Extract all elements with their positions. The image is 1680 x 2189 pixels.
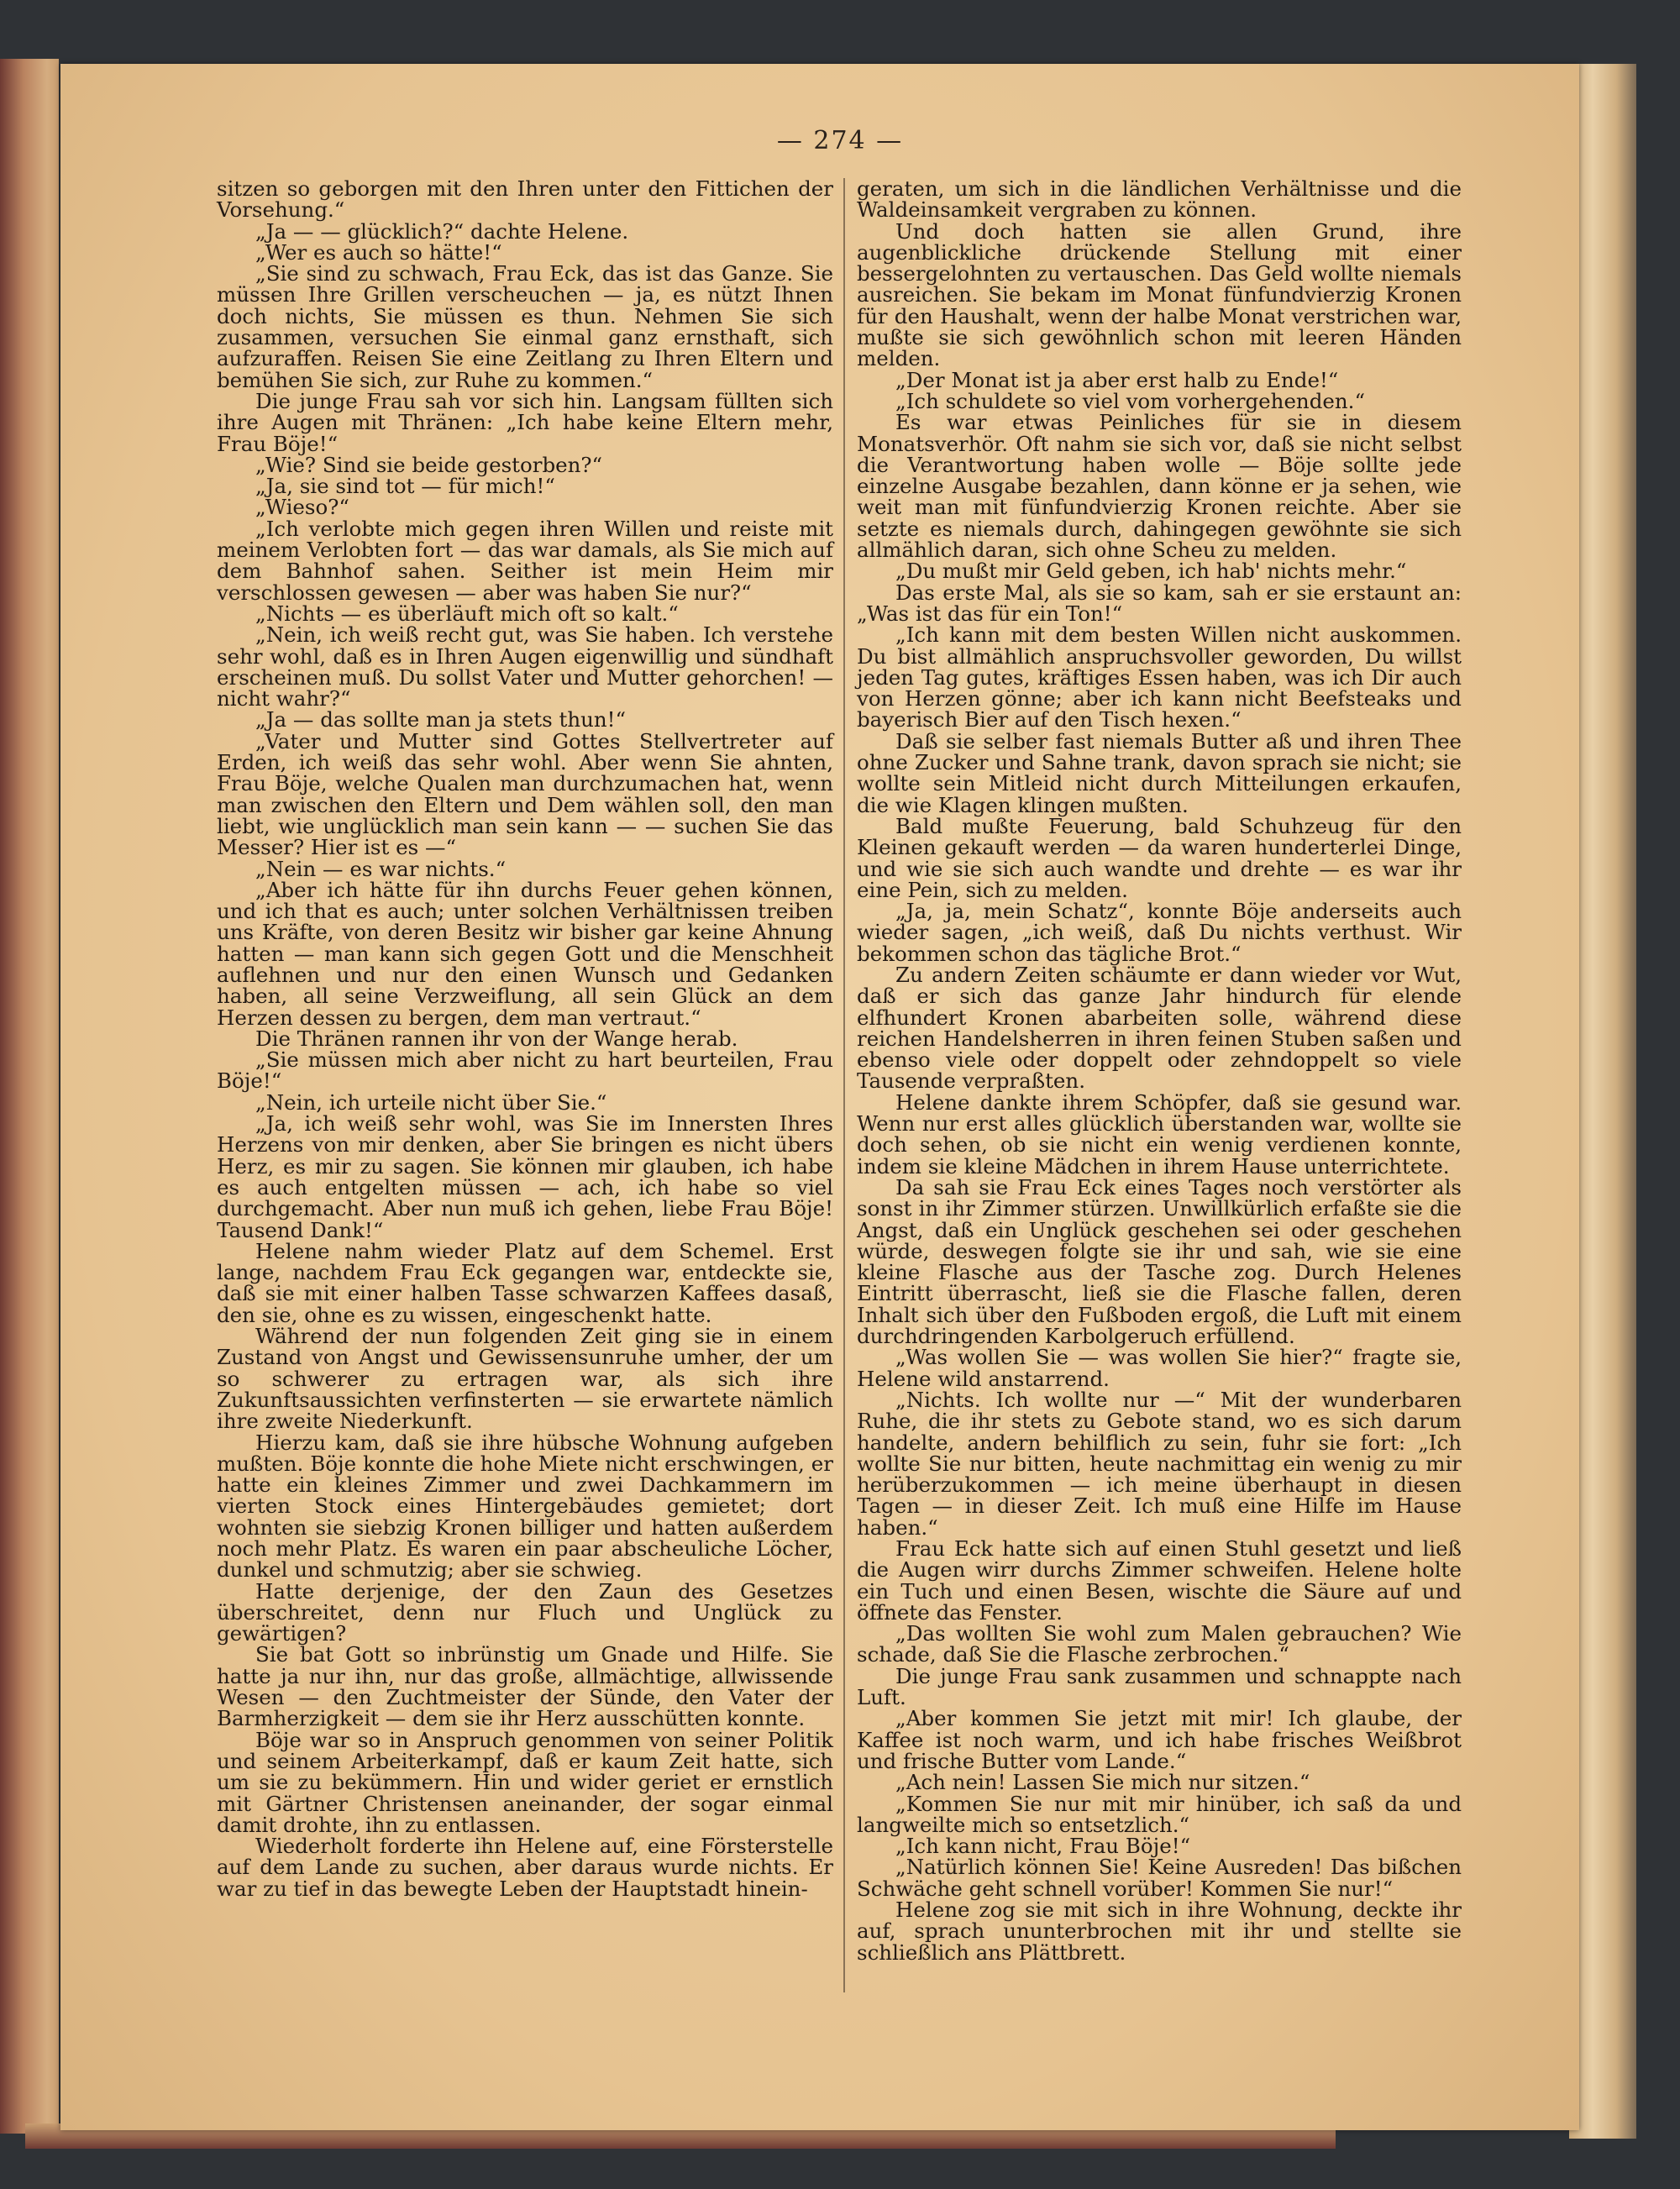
paragraph: „Wieso?“ <box>255 495 349 520</box>
paragraph: Helene zog sie mit sich in ihre Wohnung, deckte ihr auf, sprach ununterbrochen mit ihr und stellte sie schließlich ans Plättbrett. <box>857 1898 1462 1965</box>
paragraph: Helene dankte ihrem Schöpfer, daß sie gesund war. Wenn nur erst alles glücklich überstanden war, wollte sie doch sehen, ob sie nicht ein wenig verdienen konnte, indem sie kleine Mädchen in ihrem Hause unterrichtete. <box>857 1089 1462 1178</box>
column-divider <box>843 178 845 1992</box>
paragraph: „Nichts. Ich wollte nur —“ Mit der wunderbaren Ruhe, die ihr stets zu Gebote stand, wo es sich darum handelte, andern behilflich zu sein, fuhr sie fort: „Ich wollte Sie nur bitten, heute nachmittag ein wenig zu mir herüberzukommen — ich meine überhaupt in diesen Tagen — in dieser Zeit. Ich muß eine Hilfe im Hause haben.“ <box>857 1387 1462 1540</box>
paragraph: Hierzu kam, daß sie ihre hübsche Wohnung aufgeben mußten. Böje konnte die hohe Miete nicht erschwingen, er hatte ein kleines Zimmer und zwei Dachkammern im vierten Stock eines Hintergebäudes gemietet; dort wohnten sie siebzig Kronen billiger und hatten außerdem noch mehr Platz. Es waren ein paar abscheuliche Löcher, dunkel und schmutzig; aber sie schwieg. <box>217 1430 833 1583</box>
paragraph: „Ach nein! Lassen Sie mich nur sitzen.“ <box>895 1770 1310 1795</box>
paragraph: Hatte derjenige, der den Zaun des Gesetzes überschreitet, denn nur Fluch und Unglück zu gewärtigen? <box>217 1578 833 1646</box>
paragraph: „Das wollten Sie wohl zum Malen gebrauchen? Wie schade, daß Sie die Flasche zerbrochen.“ <box>857 1621 1462 1667</box>
paragraph: Sie bat Gott so inbrünstig um Gnade und Hilfe. Sie hatte ja nur ihn, nur das große, allmächtige, allwissende Wesen — den Zuchtmeister der Sünde, den Vater der Barmherzigkeit — dem sie ihr Herz ausschütten konnte. <box>217 1642 833 1731</box>
paragraph: Daß sie selber fast niemals Butter aß und ihren Thee ohne Zucker und Sahne trank, davon sprach sie nicht; sie wollte sein Mitleid nicht durch Mitteilungen erkaufen, die wie Klagen klingen mußten. <box>857 728 1462 817</box>
paragraph: „Ich schuldete so viel vom vorhergehenden.“ <box>895 388 1365 413</box>
paragraph: „Ja, sie sind tot — für mich!“ <box>255 474 555 499</box>
paragraph: Und doch hatten sie allen Grund, ihre augenblickliche drückende Stellung mit einer bessergelohnten zu vertauschen. Das Geld wollte niemals ausreichen. Sie bekam im Monat fünfundvierzig Kronen für den Haushalt, wenn der halbe Monat verstrichen war, mußte sie sich gewöhnlich schon mit leeren Händen melden. <box>857 218 1462 371</box>
paragraph: „Nein, ich urteile nicht über Sie.“ <box>255 1089 607 1115</box>
paragraph: „Ja — das sollte man ja stets thun!“ <box>255 707 627 732</box>
paragraph: „Was wollen Sie — was wollen Sie hier?“ fragte sie, Helene wild anstarrend. <box>857 1345 1462 1391</box>
paragraph: „Vater und Mutter sind Gottes Stellvertreter auf Erden, ich weiß das sehr wohl. Aber wenn Sie ahnten, Frau Böje, welche Qualen man durchzumachen hat, wenn man zwischen den Eltern und Dem wählen soll, den man liebt, wie unglücklich man sein kann — — suchen Sie das Messer? Hier ist es —“ <box>217 728 833 860</box>
paragraph: „Nein, ich weiß recht gut, was Sie haben. Ich verstehe sehr wohl, daß es in Ihren Augen eigenwillig und sündhaft erscheinen muß. Du sollst Vater und Mutter gehorchen! — nicht wahr?“ <box>217 622 833 711</box>
paragraph: „Natürlich können Sie! Keine Ausreden! Das bißchen Schwäche geht schnell vorüber! Kommen Sie nur!“ <box>857 1855 1462 1901</box>
paragraph: „Ja, ja, mein Schatz“, konnte Böje anderseits auch wieder sagen, „ich weiß, daß Du nichts verthust. Wir bekommen schon das tägliche Brot.“ <box>857 899 1462 966</box>
paragraph: Da sah sie Frau Eck eines Tages noch verstörter als sonst in ihr Zimmer stürzen. Unwillkürlich erfaßte sie die Angst, daß ein Unglück geschehen sei oder geschehen würde, deswegen folgte sie ihr und sah, wie sie eine kleine Flasche aus der Tasche zog. Durch Helenes Eintritt überrascht, ließ sie die Flasche fallen, deren Inhalt sich über den Fußboden ergoß, die Luft mit einem durchdringenden Karbolgeruch erfüllend. <box>857 1174 1462 1349</box>
paragraph: „Der Monat ist ja aber erst halb zu Ende!“ <box>895 367 1339 392</box>
paragraph: Zu andern Zeiten schäumte er dann wieder vor Wut, daß er sich das ganze Jahr hindurch für elende elfhundert Kronen abarbeiten solle, während diese reichen Handelsherren in ihren feinen Stuben saßen und ebenso viele oder doppelt oder zehndoppelt so viele Tausende verpraßten. <box>857 962 1462 1094</box>
paragraph: „Ja — — glücklich?“ dachte Helene. <box>255 218 629 244</box>
page-number: — 274 — <box>776 126 904 155</box>
paragraph: „Ich verlobte mich gegen ihren Willen und reiste mit meinem Verlobten fort — das war damals, als Sie mich auf dem Bahnhof sahen. Seither ist mein Heim mir verschlossen gewesen — aber was haben Sie nur?“ <box>217 516 833 605</box>
paragraph: „Ich kann mit dem besten Willen nicht auskommen. Du bist allmählich anspruchsvoller geworden, Du willst jeden Tag gutes, kräftiges Essen haben, was ich Dir auch von Herzen gönne; aber ich kann nicht Beefsteaks und bayerisch Bier auf den Tisch hexen.“ <box>857 622 1462 732</box>
paragraph: Das erste Mal, als sie so kam, sah er sie erstaunt an: „Was ist das für ein Ton!“ <box>857 580 1462 626</box>
paragraph: „Kommen Sie nur mit mir hinüber, ich saß da und langweilte mich so entsetzlich.“ <box>857 1791 1462 1837</box>
paragraph: „Ich kann nicht, Frau Böje!“ <box>895 1834 1191 1859</box>
paragraph: „Aber ich hätte für ihn durchs Feuer gehen können, und ich that es auch; unter solchen Verhältnissen treiben uns Kräfte, von deren Besitz wir bisher gar keine Ahnung hatten — man kann sich gegen Gott und die Menschheit auflehnen und nur den einen Wunsch und Gedanken haben, all seine Verzweiflung, all sein Glück an dem Herzen dessen zu bergen, dem man vertraut.“ <box>217 877 833 1030</box>
paragraph: sitzen so geborgen mit den Ihren unter den Fittichen der Vorsehung.“ <box>217 176 833 223</box>
paragraph: geraten, um sich in die ländlichen Verhältnisse und die Waldeinsamkeit vergraben zu können. <box>857 176 1462 223</box>
paragraph: „Nein — es war nichts.“ <box>255 856 507 881</box>
page-edge <box>1569 64 1636 2139</box>
paragraph: Die Thränen rannen ihr von der Wange herab. <box>255 1026 738 1051</box>
paragraph: „Du mußt mir Geld geben, ich hab' nichts mehr.“ <box>895 559 1407 584</box>
paragraph: „Sie sind zu schwach, Frau Eck, das ist das Ganze. Sie müssen Ihre Grillen verscheuchen — ja, es nützt Ihnen doch nichts, Sie müssen es thun. Nehmen Sie sich zusammen, versuchen Sie einmal ganz ernsthaft, sich aufzuraffen. Reisen Sie eine Zeitlang zu Ihren Eltern und bemühen Sie sich, zur Ruhe zu kommen.“ <box>217 261 833 392</box>
paragraph: „Wer es auch so hätte!“ <box>255 239 502 265</box>
book-binding <box>0 59 59 2134</box>
paragraph: Es war etwas Peinliches für sie in diesem Monatsverhör. Oft nahm sie sich vor, daß sie nicht selbst die Verantwortung haben wolle — Böje sollte jede einzelne Ausgabe bezahlen, dann könne er ja sehen, wie weit man mit fünfundvierzig Kronen reichte. Aber sie setzte es niemals durch, dahingegen gewöhnte sie sich allmählich daran, sich ohne Scheu zu melden. <box>857 410 1462 563</box>
text-column-left <box>217 178 833 1899</box>
paragraph: Helene nahm wieder Platz auf dem Schemel. Erst lange, nachdem Frau Eck gegangen war, entdeckte sie, daß sie mit einer halben Tasse schwarzen Kaffees dasaß, den sie, ohne es zu wissen, eingeschenkt hatte. <box>217 1238 833 1327</box>
paragraph: „Nichts — es überläuft mich oft so kalt.“ <box>255 601 679 626</box>
paragraph: Die junge Frau sank zusammen und schnappte nach Luft. <box>857 1663 1462 1710</box>
paragraph: Die junge Frau sah vor sich hin. Langsam füllten sich ihre Augen mit Thränen: „Ich habe keine Eltern mehr, Frau Böje!“ <box>217 388 833 456</box>
text-column-right <box>857 178 1462 1963</box>
paragraph: Während der nun folgenden Zeit ging sie in einem Zustand von Angst und Gewissensunruhe umher, der um so schwerer zu ertragen war, als sich ihre Zukunftsaussichten verfinsterten — sie erwartete nämlich ihre zweite Niederkunft. <box>217 1324 833 1434</box>
paragraph: Wiederholt forderte ihn Helene auf, eine Försterstelle auf dem Lande zu suchen, aber daraus wurde nichts. Er war zu tief in das bewegte Leben der Hauptstadt hinein- <box>217 1834 833 1901</box>
paragraph: Frau Eck hatte sich auf einen Stuhl gesetzt und ließ die Augen wirr durchs Zimmer schweifen. Helene holte ein Tuch und einen Besen, wischte die Säure auf und öffnete das Fenster. <box>857 1536 1462 1625</box>
paragraph: „Wie? Sind sie beide gestorben?“ <box>255 452 603 477</box>
paragraph: „Ja, ich weiß sehr wohl, was Sie im Innersten Ihres Herzens von mir denken, aber Sie bringen es nicht übers Herz, es mir zu sagen. Sie können mir glauben, ich habe es auch entgelten müssen — ach, ich habe so viel durchgemacht. Aber nun muß ich gehen, liebe Frau Böje! Tausend Dank!“ <box>217 1111 833 1242</box>
paragraph: Böje war so in Anspruch genommen von seiner Politik und seinem Arbeiterkampf, daß er kaum Zeit hatte, sich um sie zu bekümmern. Hin und wider geriet er ernstlich mit Gärtner Christensen aneinander, der sogar einmal damit drohte, ihn zu entlassen. <box>217 1727 833 1837</box>
paragraph: „Aber kommen Sie jetzt mit mir! Ich glaube, der Kaffee ist noch warm, und ich habe frisches Weißbrot und frische Butter vom Lande.“ <box>857 1706 1462 1773</box>
paragraph: „Sie müssen mich aber nicht zu hart beurteilen, Frau Böje!“ <box>217 1047 833 1094</box>
paragraph: Bald mußte Feuerung, bald Schuhzeug für den Kleinen gekauft werden — da waren hunderterlei Dinge, und wie sie sich auch wandte und drehte — es war ihr eine Pein, sich zu melden. <box>857 813 1462 902</box>
